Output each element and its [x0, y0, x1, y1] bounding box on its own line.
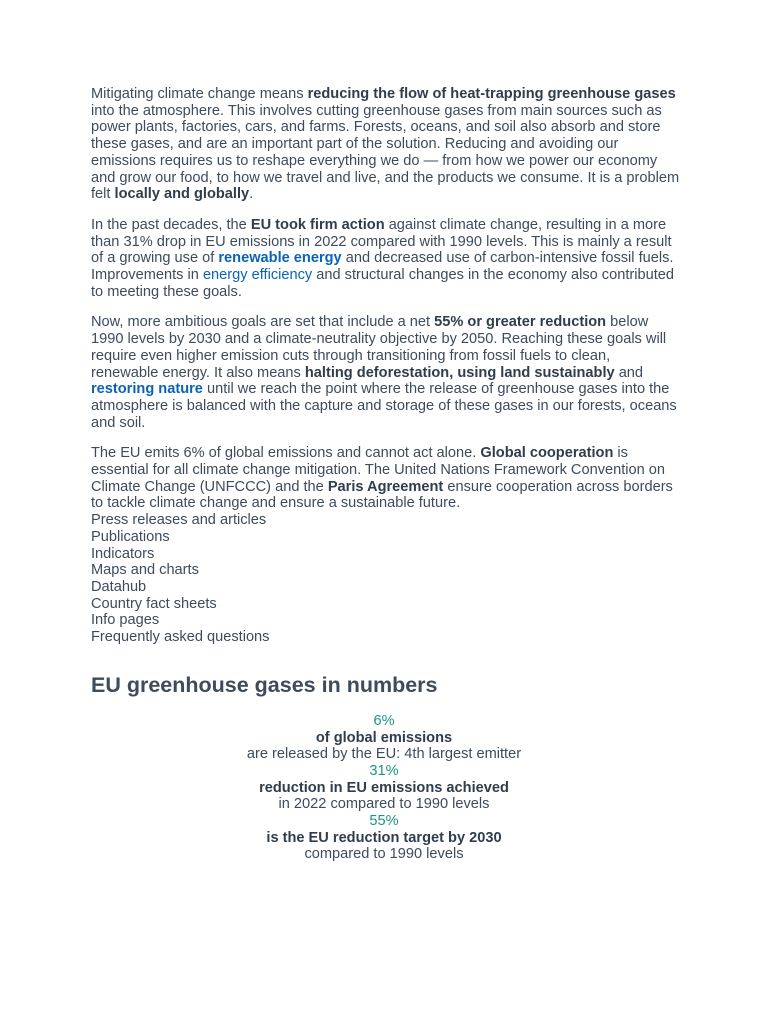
link-restoring-nature[interactable]: restoring nature — [91, 381, 203, 398]
stat-item — [91, 763, 677, 813]
bold-text: locally and globally — [114, 186, 250, 203]
text: . — [249, 186, 254, 203]
text: into the atmosphere. This involves cutting greenhouse gases from main sources such as power plants, factories, cars, and farms. Forests, oceans, and soil also absorb and store these gases, and are an important part of the solution. Reducing and avoiding our emissions requires us to reshape everything we do — from how we power our economy and grow our food, to how we travel and live, and the products we consume. It is a problem felt — [91, 102, 680, 203]
link-maps-and-charts[interactable]: Maps and charts — [91, 562, 199, 579]
paragraph-intro — [91, 86, 681, 203]
text: and decreased use of carbon-intensive fossil fuels. Improvements in — [91, 250, 674, 284]
stat-item — [91, 813, 677, 863]
text: until we reach the point where the release of greenhouse gases into the atmosphere is balanced with the capture and storage of these gases in our forests, oceans and soil. — [91, 381, 677, 431]
text: In the past decades, the — [91, 216, 251, 233]
bold-text: reducing the flow of heat-trapping greenhouse gases — [307, 86, 676, 102]
link-info-pages[interactable]: Info pages — [91, 612, 160, 629]
link-publications[interactable]: Publications — [91, 528, 170, 545]
stat-description: in 2022 compared to 1990 levels — [278, 796, 490, 813]
text: against climate change, resulting in a more than 31% drop in EU emissions in 2022 compared with 1990 levels. This is mainly a result of a growing use of — [91, 216, 672, 267]
text: ensure cooperation across borders to tackle climate change and ensure a sustainable future. — [91, 478, 673, 512]
text: below 1990 levels by 2030 and a climate-neutrality objective by 2050. Reaching these goals will require even higher emission cuts through transitioning from fossil fuels to clean, renewable energy. It also means — [91, 314, 667, 381]
text: The EU emits 6% of global emissions and cannot act alone. — [91, 445, 481, 462]
bold-text: 55% or greater reduction — [434, 314, 607, 331]
link-datahub[interactable]: Datahub — [91, 578, 147, 595]
stat-description: compared to 1990 levels — [304, 846, 464, 863]
stats-block — [91, 713, 677, 863]
article-content — [91, 86, 681, 863]
text: Now, more ambitious goals are set that include a net — [91, 314, 435, 331]
stat-value: 31% — [369, 762, 399, 779]
stat-value: 6% — [373, 712, 395, 729]
stat-value: 55% — [369, 813, 399, 830]
text: and — [614, 364, 644, 381]
link-press-releases[interactable]: Press releases and articles — [91, 512, 267, 529]
bold-text: Global cooperation — [480, 445, 614, 462]
text: and structural changes in the economy also contributed to meeting these goals. — [91, 267, 675, 300]
link-faq[interactable]: Frequently asked questions — [91, 629, 270, 646]
paragraph-cooperation — [91, 445, 681, 512]
bold-text: halting deforestation, using land sustainably — [304, 364, 615, 381]
stat-label: reduction in EU emissions achieved — [259, 779, 509, 796]
link-country-fact-sheets[interactable]: Country fact sheets — [91, 595, 217, 612]
related-links — [91, 512, 681, 646]
stat-label: is the EU reduction target by 2030 — [266, 829, 502, 846]
link-indicators[interactable]: Indicators — [91, 545, 155, 562]
stat-label: of global emissions — [315, 729, 453, 746]
bold-text: Paris Agreement — [327, 478, 444, 495]
paragraph-eu-action — [91, 217, 681, 301]
section-title: EU greenhouse gases in numbers — [91, 672, 438, 697]
text: Mitigating climate change means — [91, 86, 308, 102]
paragraph-goals — [91, 314, 681, 431]
stat-item — [91, 713, 677, 763]
link-renewable-energy[interactable]: renewable energy — [218, 250, 342, 267]
stat-description: are released by the EU: 4th largest emitter — [246, 746, 522, 763]
text: is essential for all climate change mitigation. The United Nations Framework Convention on Climate Change (UNFCCC) and the — [91, 445, 666, 495]
link-energy-efficiency[interactable]: energy efficiency — [202, 267, 313, 284]
bold-text: EU took firm action — [250, 216, 385, 233]
